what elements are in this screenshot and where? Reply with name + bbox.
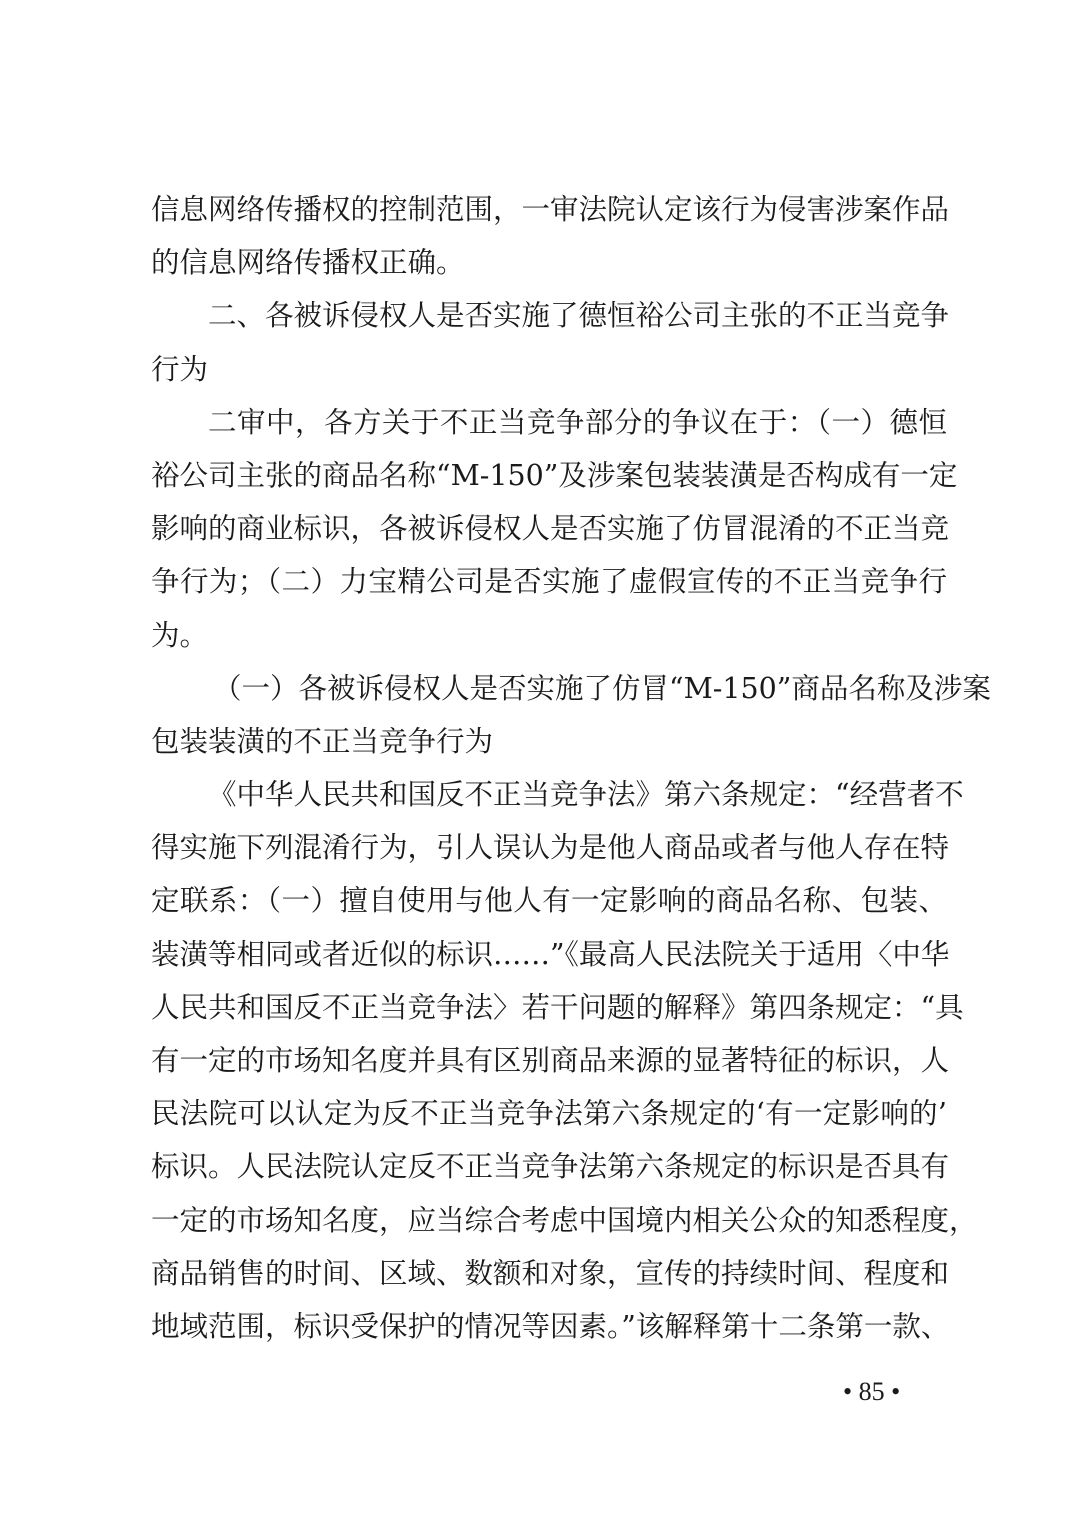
text-line: 的信息网络传播权正确。 [151, 246, 465, 280]
text-line: 有一定的市场知名度并具有区别商品来源的显著特征的标识，人 [151, 1044, 950, 1077]
body-text [151, 183, 991, 1353]
text-line: 争行为；（二）力宝精公司是否实施了虚假宣传的不正当竞争行 [151, 565, 947, 599]
text-line: 二审中，各方关于不正当竞争部分的争议在于：（一）德恒 [208, 405, 947, 439]
subsection-heading-line: （一）各被诉侵权人是否实施了仿冒“M-150”商品名称及涉案 [213, 671, 991, 705]
text-line: 信息网络传播权的控制范围，一审法院认定该行为侵害涉案作品 [151, 193, 950, 226]
text-line: 民法院可以认定为反不正当竞争法第六条规定的‘有一定影响的’ [151, 1097, 947, 1131]
text-line: 装潢等相同或者近似的标识……”《最高人民法院关于适用〈中华 [151, 937, 950, 971]
text-line: 商品销售的时间、区域、数额和对象，宣传的持续时间、程度和 [151, 1256, 950, 1290]
text-line: 为。 [151, 618, 209, 652]
text-line: 地域范围，标识受保护的情况等因素。”该解释第十二条第一款、 [151, 1309, 950, 1343]
text-line: 《中华人民共和国反不正当竞争法》第六条规定：“经营者不 [208, 778, 964, 812]
section-heading-line: 二、各被诉侵权人是否实施了德恒裕公司主张的不正当竞争 [208, 299, 950, 333]
page-number: • 85 • [843, 1377, 901, 1406]
text-line: 一定的市场知名度，应当综合考虑中国境内相关公众的知悉程度， [151, 1203, 978, 1237]
text-line: 裕公司主张的商品名称“M-150”及涉案包装装潢是否构成有一定 [151, 458, 958, 492]
text-line: 影响的商业标识，各被诉侵权人是否实施了仿冒混淆的不正当竞 [151, 512, 950, 546]
section-heading-line: 行为 [151, 352, 209, 386]
text-line: 人民共和国反不正当竞争法〉若干问题的解释》第四条规定：“具 [151, 990, 964, 1024]
text-line: 标识。人民法院认定反不正当竞争法第六条规定的标识是否具有 [151, 1150, 950, 1184]
text-line: 得实施下列混淆行为，引人误认为是他人商品或者与他人存在特 [151, 831, 950, 865]
subsection-heading-line: 包装装潢的不正当竞争行为 [151, 724, 494, 758]
text-line: 定联系：（一）擅自使用与他人有一定影响的商品名称、包装、 [151, 884, 947, 918]
